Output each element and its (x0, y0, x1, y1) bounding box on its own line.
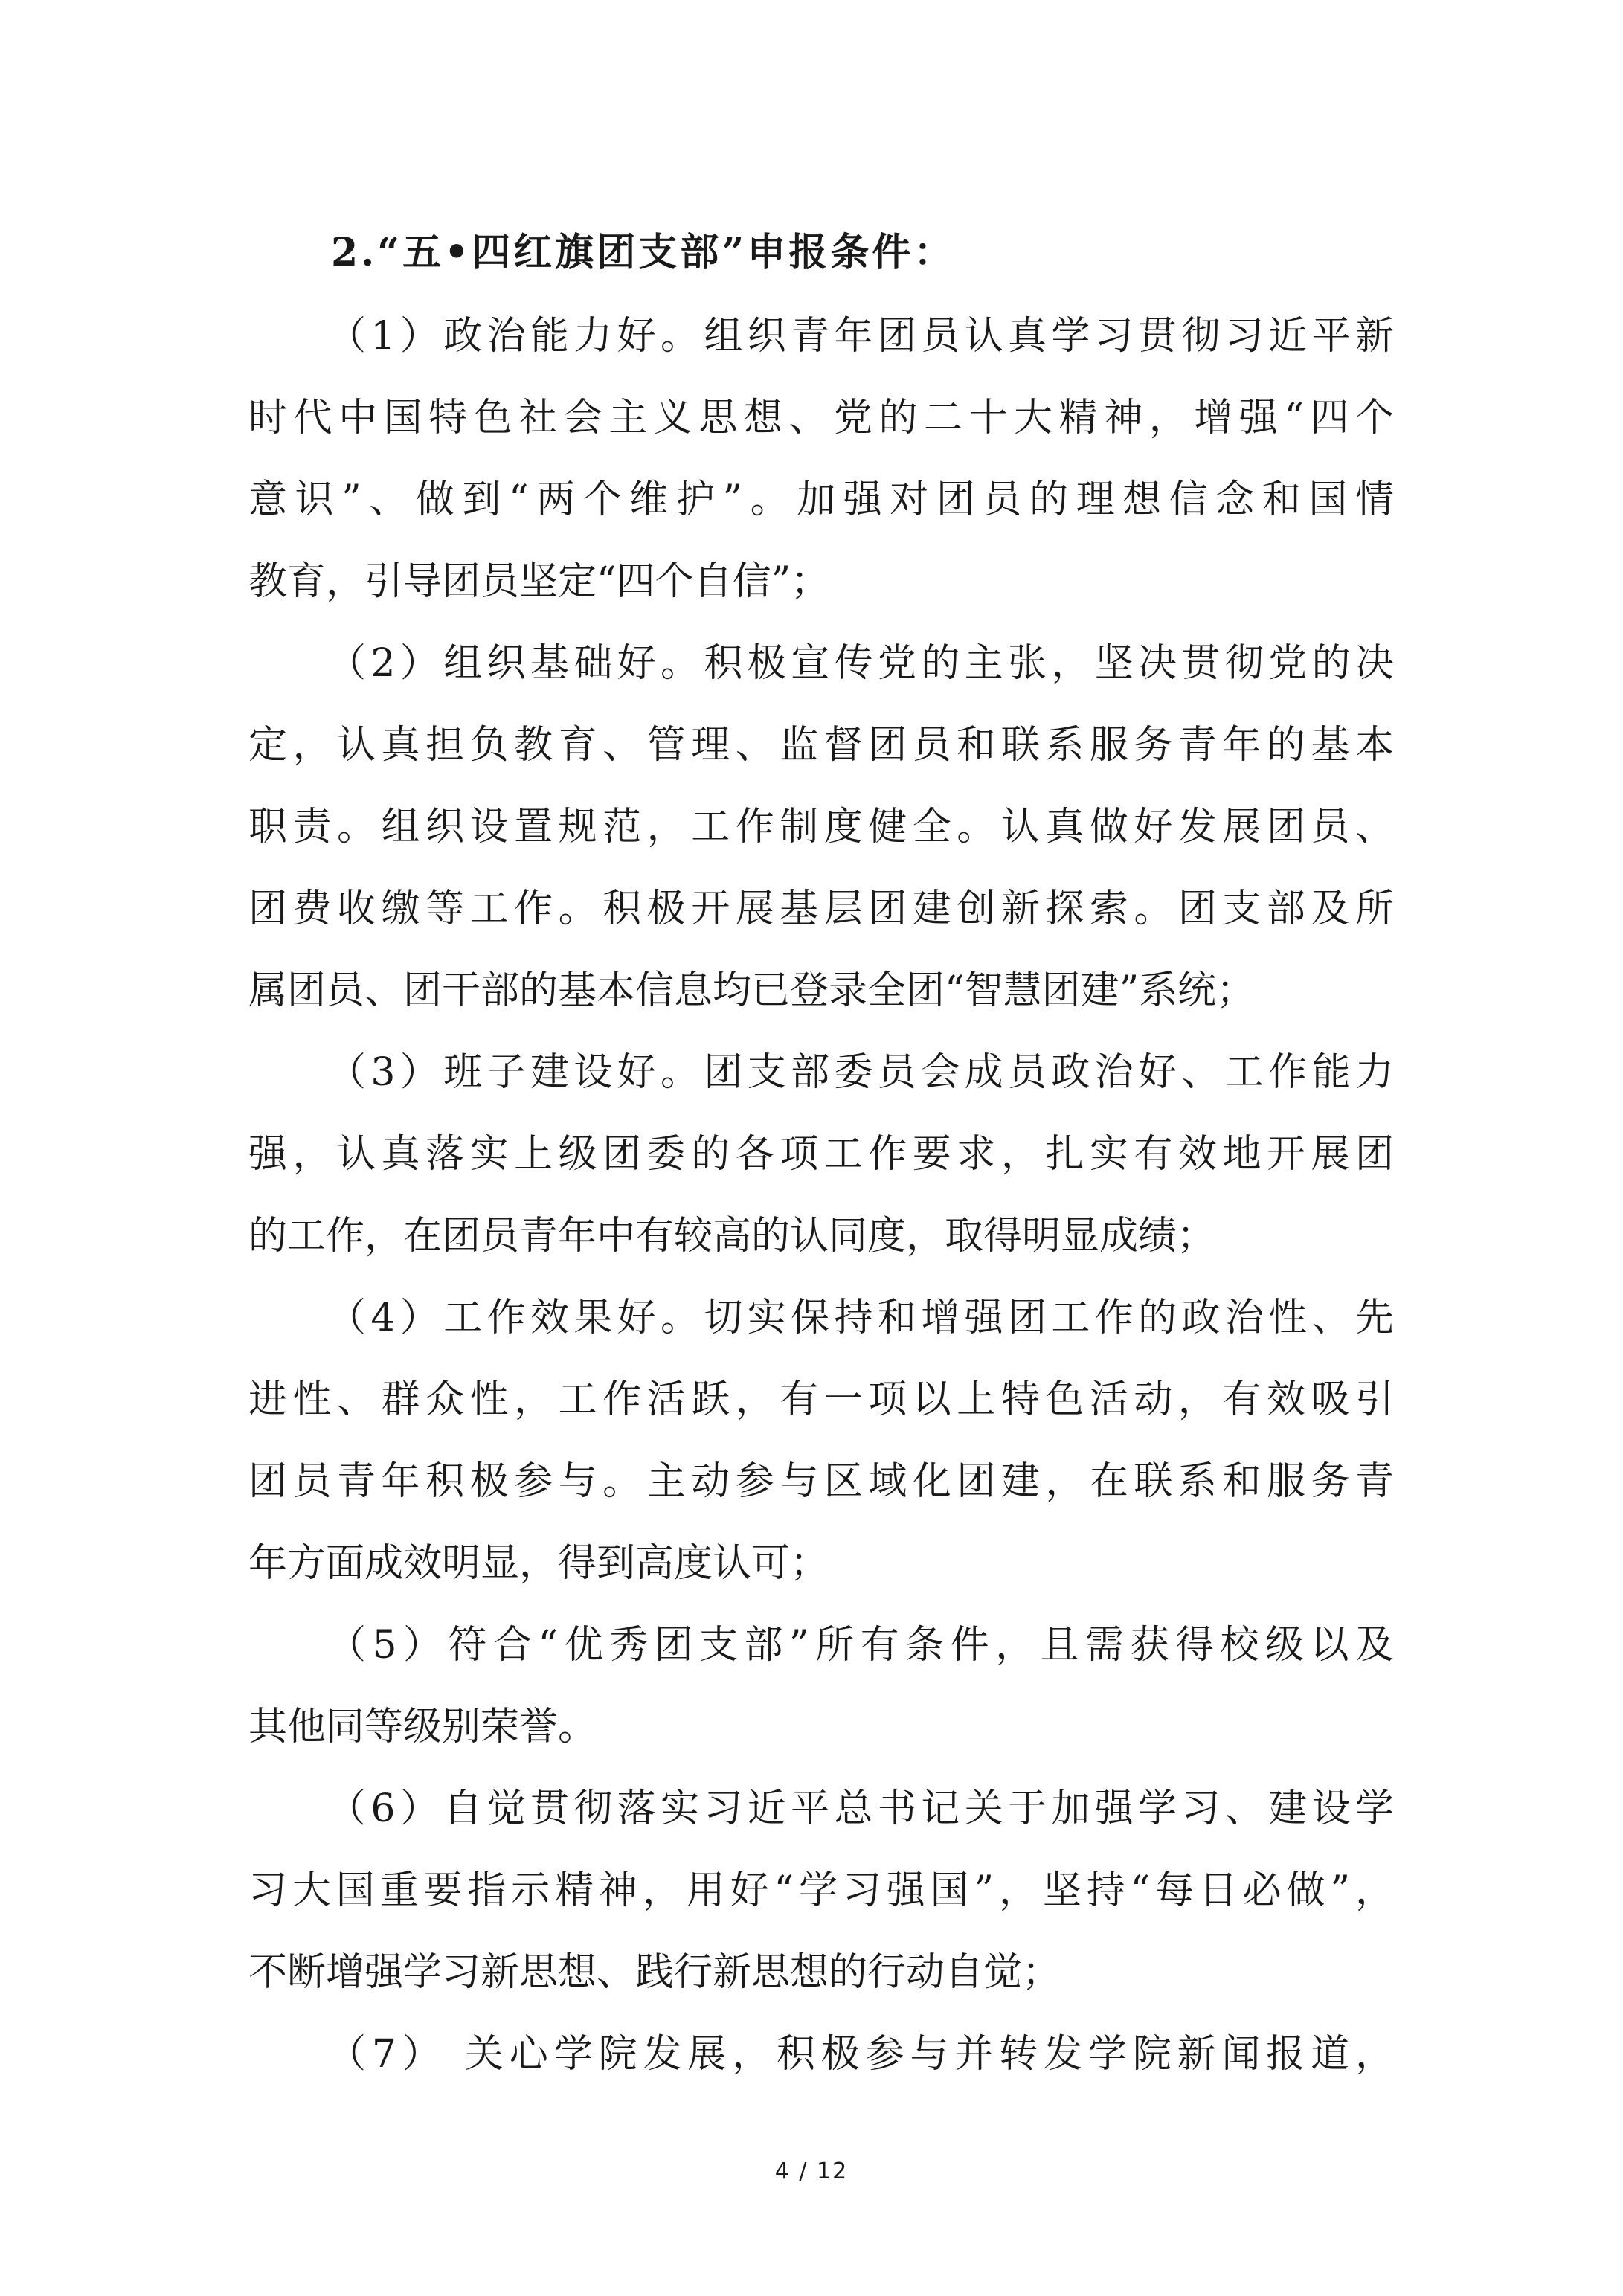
paragraph-6-line-1: （6）自觉贯彻落实习近平总书记关于加强学习、建设学 (327, 1787, 1394, 1831)
paragraph-3-line-3: 的工作，在团员青年中有较高的认同度，取得明显成绩； (248, 1214, 1216, 1258)
paragraph-1-line-4: 教育，引导团员坚定“四个自信”； (248, 559, 830, 604)
paragraph-4-line-4: 年方面成效明显，得到高度认可； (248, 1541, 829, 1586)
paragraph-3-line-1: （3）班子建设好。团支部委员会成员政治好、工作能力 (327, 1050, 1394, 1095)
paragraph-1-line-2: 时代中国特色社会主义思想、党的二十大精神，增强“四个 (248, 396, 1394, 440)
section-heading: 2.“五•四红旗团支部”申报条件： (331, 230, 956, 275)
paragraph-2-line-1: （2）组织基础好。积极宣传党的主张，坚决贯彻党的决 (327, 641, 1394, 686)
paragraph-4-line-2: 进性、群众性，工作活跃，有一项以上特色活动，有效吸引 (248, 1377, 1394, 1422)
paragraph-2-line-2: 定，认真担负教育、管理、监督团员和联系服务青年的基本 (248, 723, 1394, 768)
paragraph-7-line-1: （7） 关心学院发展，积极参与并转发学院新闻报道， (327, 2032, 1394, 2077)
paragraph-2-line-5: 属团员、团干部的基本信息均已登录全团“智慧团建”系统； (248, 968, 1256, 1013)
paragraph-5-line-2: 其他同等级别荣誉。 (248, 1705, 597, 1749)
paragraph-4-line-1: （4）工作效果好。切实保持和增强团工作的政治性、先 (327, 1296, 1394, 1340)
paragraph-5-line-1: （5）符合“优秀团支部”所有条件，且需获得校级以及 (327, 1623, 1394, 1668)
paragraph-6-line-3: 不断增强学习新思想、践行新思想的行动自觉； (248, 1950, 1061, 1995)
paragraph-6-line-2: 习大国重要指示精神，用好“学习强国”，坚持“每日必做”， (248, 1868, 1394, 1913)
paragraph-2-line-3: 职责。组织设置规范，工作制度健全。认真做好发展团员、 (248, 805, 1394, 849)
paragraph-4-line-3: 团员青年积极参与。主动参与区域化团建，在联系和服务青 (248, 1459, 1394, 1504)
paragraph-1-line-1: （1）政治能力好。组织青年团员认真学习贯彻习近平新 (327, 314, 1394, 358)
paragraph-3-line-2: 强，认真落实上级团委的各项工作要求，扎实有效地开展团 (248, 1132, 1394, 1177)
page-number: 4 / 12 (774, 2158, 849, 2184)
paragraph-1-line-3: 意识”、做到“两个维护”。加强对团员的理想信念和国情 (248, 477, 1394, 522)
paragraph-2-line-4: 团费收缴等工作。积极开展基层团建创新探索。团支部及所 (248, 887, 1394, 931)
